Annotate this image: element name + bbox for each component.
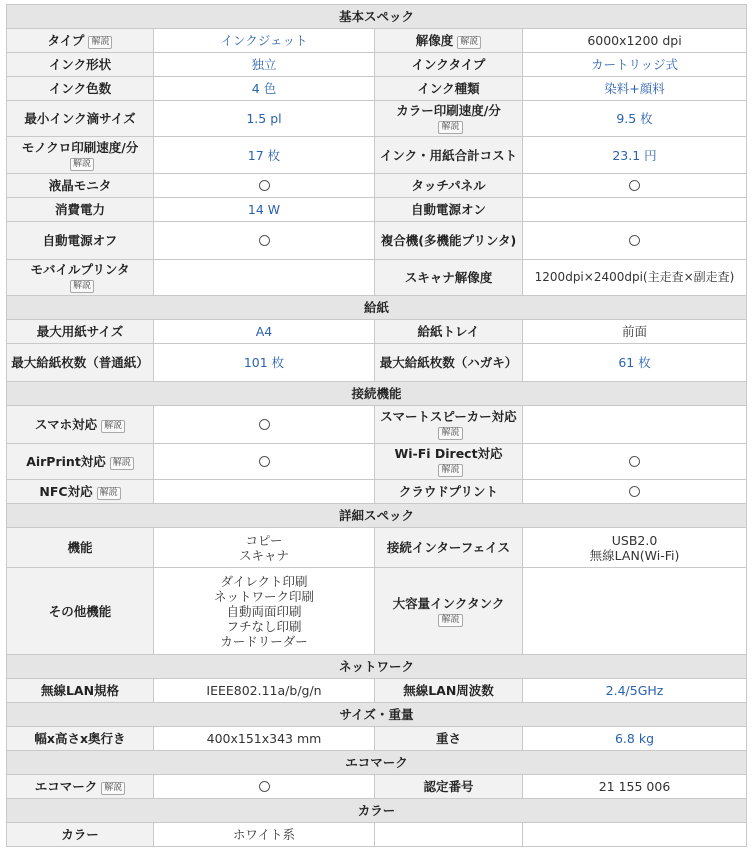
tray-label: 給紙トレイ	[375, 320, 523, 344]
table-row	[7, 480, 747, 504]
smartphone-label	[7, 406, 154, 444]
scan-res-label: スキャナ解像度	[375, 260, 523, 296]
auto-on-value	[523, 198, 747, 222]
section-network-heading: ネットワーク	[7, 655, 747, 679]
airprint-value	[154, 444, 375, 480]
max-postcard-label: 最大給紙枚数（ハガキ）	[375, 344, 523, 382]
section-detail-heading: 詳細スペック	[7, 504, 747, 528]
other-item: フチなし印刷	[226, 618, 302, 634]
circle-icon	[629, 180, 640, 191]
max-postcard-value[interactable]: 61 枚	[523, 344, 747, 382]
touch-label: タッチパネル	[375, 174, 523, 198]
help-button-airprint[interactable]: 解説	[110, 457, 134, 470]
section-color-heading: カラー	[7, 799, 747, 823]
other-item: カードリーダー	[220, 633, 308, 649]
big-tank-value	[523, 568, 747, 655]
table-row	[7, 775, 747, 799]
mono-speed-label-text: モノクロ印刷速度/分	[21, 139, 139, 155]
color-speed-label-text: カラー印刷速度/分	[396, 103, 501, 118]
table-row	[7, 174, 747, 198]
help-button-resolution[interactable]: 解説	[457, 36, 481, 49]
touch-value	[523, 174, 747, 198]
wifi-direct-value	[523, 444, 747, 480]
mobile-label	[7, 260, 154, 296]
cloud-label: クラウドプリント	[375, 480, 523, 504]
big-tank-label-text: 大容量インクタンク	[392, 595, 505, 611]
help-button-ecomark[interactable]: 解説	[101, 782, 125, 795]
interface-label: 接続インターフェイス	[375, 528, 523, 568]
mono-speed-label	[7, 137, 154, 174]
cost-value[interactable]: 23.1 円	[523, 137, 747, 174]
empty-cell	[523, 823, 747, 847]
min-drop-label: 最小インク滴サイズ	[7, 101, 154, 137]
ink-shape-label: インク形状	[7, 53, 154, 77]
lcd-label: 液晶モニタ	[7, 174, 154, 198]
big-tank-label	[375, 568, 523, 655]
ecomark-label-text: エコマーク	[34, 778, 98, 794]
weight-label: 重さ	[375, 727, 523, 751]
other-item: ネットワーク印刷	[213, 588, 314, 604]
power-label: 消費電力	[7, 198, 154, 222]
section-detail-row	[7, 504, 747, 528]
ink-shape-value[interactable]: 独立	[154, 53, 375, 77]
table-row	[7, 823, 747, 847]
tray-value: 前面	[523, 320, 747, 344]
function-item: コピー	[245, 532, 283, 548]
other-label: その他機能	[7, 568, 154, 655]
color-label: カラー	[7, 823, 154, 847]
ecomark-value	[154, 775, 375, 799]
resolution-label-text: 解像度	[415, 32, 454, 48]
table-row	[7, 679, 747, 703]
airprint-label-text: AirPrint対応	[26, 453, 106, 469]
type-label	[7, 29, 154, 53]
color-speed-label	[375, 101, 523, 137]
circle-icon	[629, 235, 640, 246]
help-button-big-tank[interactable]: 解説	[438, 614, 462, 627]
wlan-std-label: 無線LAN規格	[7, 679, 154, 703]
color-speed-value[interactable]: 9.5 枚	[523, 101, 747, 137]
mono-speed-value[interactable]: 17 枚	[154, 137, 375, 174]
section-network-row	[7, 655, 747, 679]
smart-speaker-value	[523, 406, 747, 444]
help-button-mobile[interactable]: 解説	[70, 280, 94, 293]
section-color-row	[7, 799, 747, 823]
help-button-color-speed[interactable]: 解説	[438, 121, 462, 134]
type-label-text: タイプ	[47, 32, 85, 48]
section-feed-row	[7, 296, 747, 320]
type-value[interactable]: インクジェット	[154, 29, 375, 53]
table-row	[7, 101, 747, 137]
table-row	[7, 260, 747, 296]
wifi-direct-label-text: Wi-Fi Direct対応	[394, 446, 503, 461]
cloud-value	[523, 480, 747, 504]
smart-speaker-label	[375, 406, 523, 444]
multi-label: 複合機(多機能プリンタ)	[375, 222, 523, 260]
ink-type-value[interactable]: カートリッジ式	[523, 53, 747, 77]
auto-off-label: 自動電源オフ	[7, 222, 154, 260]
help-button-smart-speaker[interactable]: 解説	[438, 427, 462, 440]
ecomark-label	[7, 775, 154, 799]
interface-item: USB2.0	[611, 532, 658, 548]
table-row	[7, 137, 747, 174]
help-button-type[interactable]: 解説	[88, 36, 112, 49]
ink-kind-value[interactable]: 染料+顔料	[523, 77, 747, 101]
nfc-label-text: NFC対応	[39, 483, 93, 499]
other-item: 自動両面印刷	[226, 603, 302, 619]
smart-speaker-label-text: スマートスピーカー対応	[380, 409, 517, 424]
table-row	[7, 53, 747, 77]
circle-icon	[259, 180, 270, 191]
help-button-nfc[interactable]: 解説	[97, 487, 121, 500]
wifi-direct-label	[375, 444, 523, 480]
table-row	[7, 77, 747, 101]
table-row	[7, 406, 747, 444]
cert-label: 認定番号	[375, 775, 523, 799]
section-connect-heading: 接続機能	[7, 382, 747, 406]
help-button-mono-speed[interactable]: 解説	[70, 158, 94, 171]
airprint-label	[7, 444, 154, 480]
circle-icon	[629, 456, 640, 467]
table-row	[7, 528, 747, 568]
min-drop-value[interactable]: 1.5 pl	[154, 101, 375, 137]
function-label: 機能	[7, 528, 154, 568]
function-item: スキャナ	[238, 547, 289, 563]
resolution-value: 6000x1200 dpi	[523, 29, 747, 53]
spec-table	[6, 4, 747, 847]
power-value[interactable]: 14 W	[154, 198, 375, 222]
table-row	[7, 320, 747, 344]
help-button-smartphone[interactable]: 解説	[101, 420, 125, 433]
circle-icon	[259, 419, 270, 430]
help-button-wifi-direct[interactable]: 解説	[438, 464, 462, 477]
resolution-label	[375, 29, 523, 53]
table-row	[7, 444, 747, 480]
circle-icon	[259, 781, 270, 792]
function-value	[154, 528, 375, 568]
cost-label: インク・用紙合計コスト	[375, 137, 523, 174]
ink-kind-label: インク種類	[375, 77, 523, 101]
other-value	[154, 568, 375, 655]
ink-colors-value[interactable]: 4 色	[154, 77, 375, 101]
section-size-heading: サイズ・重量	[7, 703, 747, 727]
multi-value	[523, 222, 747, 260]
other-item: ダイレクト印刷	[220, 573, 308, 589]
table-row	[7, 198, 747, 222]
table-row	[7, 29, 747, 53]
max-plain-value[interactable]: 101 枚	[154, 344, 375, 382]
ink-colors-label: インク色数	[7, 77, 154, 101]
cert-value: 21 155 006	[523, 775, 747, 799]
section-size-row	[7, 703, 747, 727]
nfc-value	[154, 480, 375, 504]
section-basic-heading: 基本スペック	[7, 5, 747, 29]
table-row	[7, 568, 747, 655]
auto-off-value	[154, 222, 375, 260]
mobile-value	[154, 260, 375, 296]
table-row	[7, 344, 747, 382]
interface-item: 無線LAN(Wi-Fi)	[589, 547, 680, 563]
dims-label: 幅x高さx奥行き	[7, 727, 154, 751]
table-row	[7, 222, 747, 260]
section-eco-row	[7, 751, 747, 775]
section-connect-row	[7, 382, 747, 406]
table-row	[7, 727, 747, 751]
nfc-label	[7, 480, 154, 504]
circle-icon	[629, 486, 640, 497]
interface-value	[523, 528, 747, 568]
section-feed-heading: 給紙	[7, 296, 747, 320]
wlan-freq-label: 無線LAN周波数	[375, 679, 523, 703]
color-value: ホワイト系	[154, 823, 375, 847]
max-size-value[interactable]: A4	[154, 320, 375, 344]
circle-icon	[259, 456, 270, 467]
section-eco-heading: エコマーク	[7, 751, 747, 775]
section-basic-row	[7, 5, 747, 29]
wlan-freq-value[interactable]: 2.4/5GHz	[523, 679, 747, 703]
ink-type-label: インクタイプ	[375, 53, 523, 77]
mobile-label-text: モバイルプリンタ	[30, 262, 130, 277]
smartphone-label-text: スマホ対応	[34, 416, 98, 432]
max-plain-label: 最大給紙枚数（普通紙）	[7, 344, 154, 382]
smartphone-value	[154, 406, 375, 444]
empty-cell	[375, 823, 523, 847]
weight-value[interactable]: 6.8 kg	[523, 727, 747, 751]
lcd-value	[154, 174, 375, 198]
auto-on-label: 自動電源オン	[375, 198, 523, 222]
circle-icon	[259, 235, 270, 246]
scan-res-value: 1200dpi×2400dpi(主走査×副走査)	[523, 260, 747, 296]
max-size-label: 最大用紙サイズ	[7, 320, 154, 344]
wlan-std-value: IEEE802.11a/b/g/n	[154, 679, 375, 703]
dims-value: 400x151x343 mm	[154, 727, 375, 751]
